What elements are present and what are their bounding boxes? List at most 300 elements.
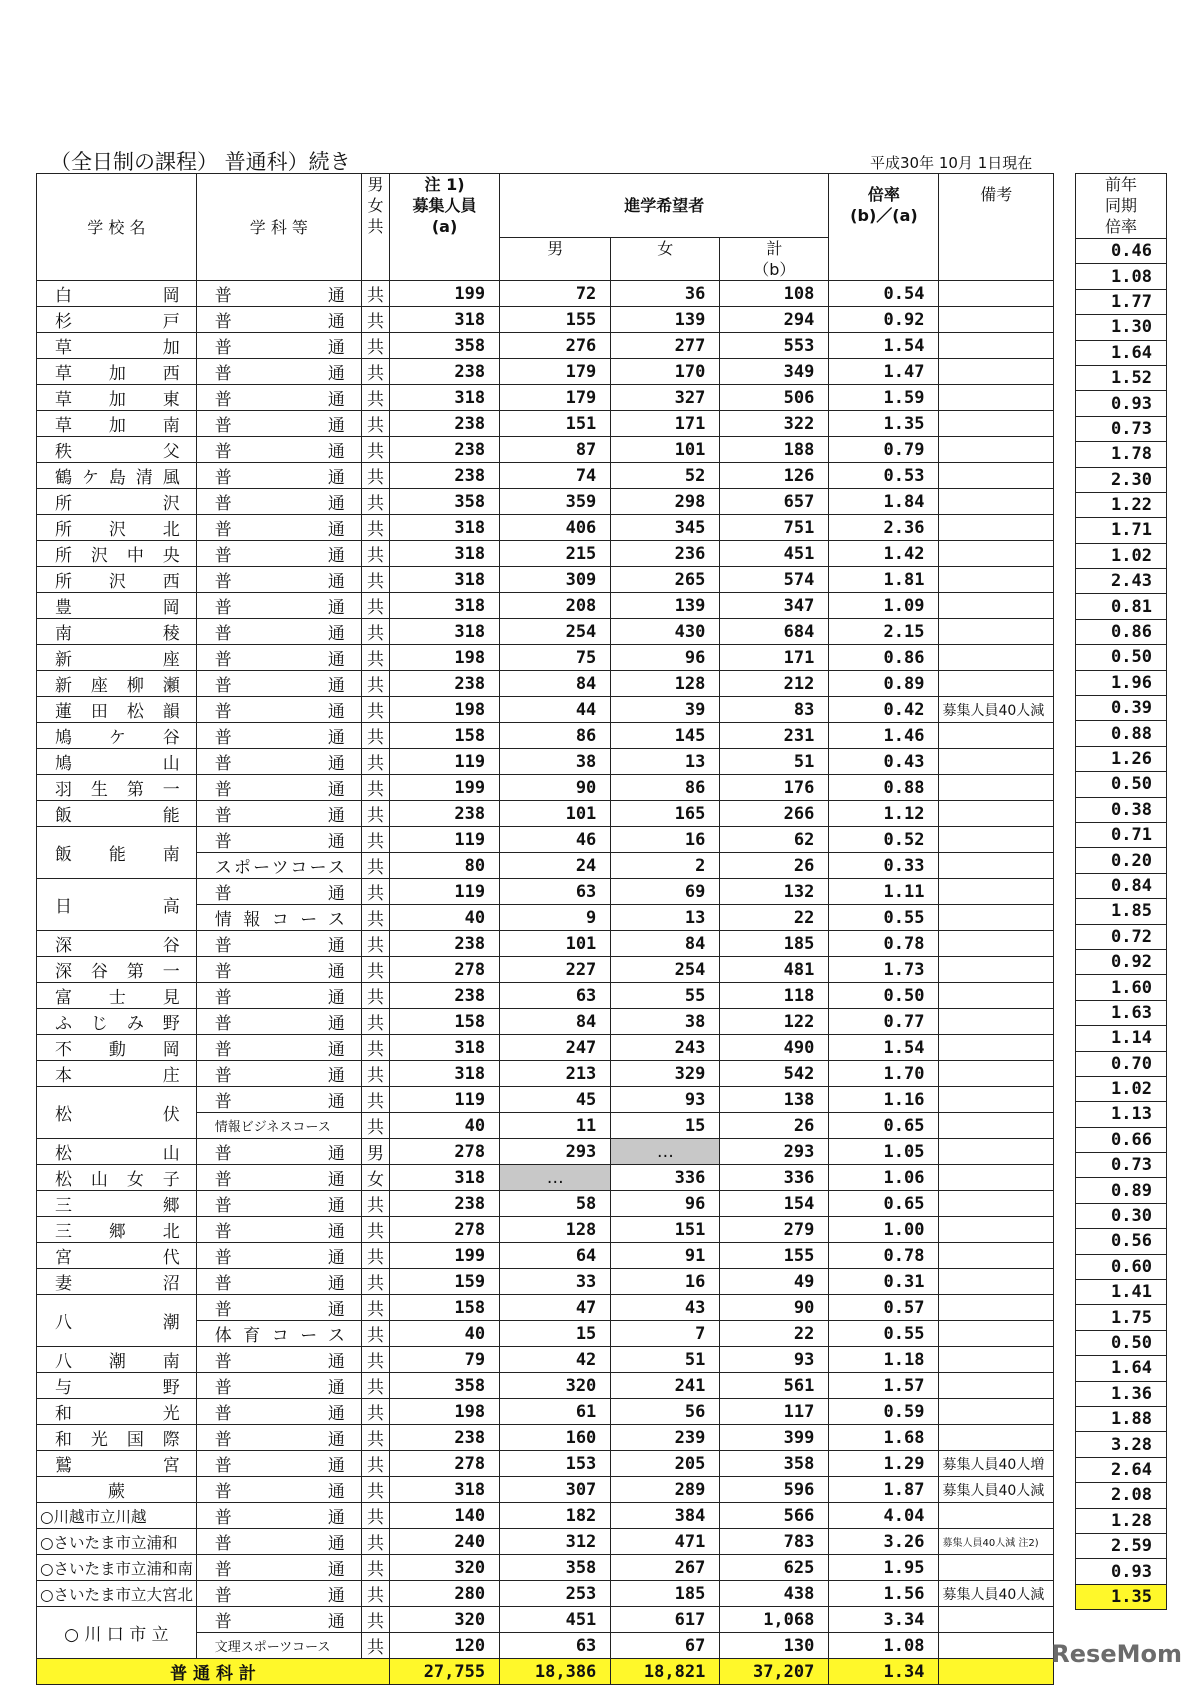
school-name: ○さいたま市立浦和南 xyxy=(37,1555,197,1581)
male-value: 101 xyxy=(500,931,611,957)
remarks-value xyxy=(939,957,1054,983)
school-name: 三郷北 xyxy=(37,1217,197,1243)
prev-ratio-value: 0.39 xyxy=(1076,696,1167,721)
total-male: 18,386 xyxy=(500,1659,611,1685)
sex-type: 共 xyxy=(361,645,389,671)
school-name: 不動岡 xyxy=(37,1035,197,1061)
capacity-value: 198 xyxy=(390,1399,500,1425)
remarks-value xyxy=(939,307,1054,333)
female-value: 96 xyxy=(611,645,720,671)
school-name: 杉戸 xyxy=(37,307,197,333)
total-value: 117 xyxy=(720,1399,829,1425)
remarks-value xyxy=(939,853,1054,879)
ratio-value: 1.08 xyxy=(829,1633,939,1659)
table-row xyxy=(1076,543,1167,568)
table-row xyxy=(37,541,1054,567)
sex-type: 共 xyxy=(361,619,389,645)
remarks-value xyxy=(939,1555,1054,1581)
total-value: 542 xyxy=(720,1061,829,1087)
remarks-value xyxy=(939,619,1054,645)
male-value: 359 xyxy=(500,489,611,515)
department: 普通 xyxy=(196,1139,361,1165)
table-row xyxy=(1076,391,1167,416)
table-row xyxy=(37,515,1054,541)
school-name: 豊岡 xyxy=(37,593,197,619)
sex-type: 共 xyxy=(361,411,389,437)
table-row xyxy=(1076,492,1167,517)
ratio-value: 0.43 xyxy=(829,749,939,775)
remarks-value xyxy=(939,905,1054,931)
school-name: ○川越市立川越 xyxy=(37,1503,197,1529)
table-row xyxy=(1076,1483,1167,1508)
table-row xyxy=(37,983,1054,1009)
female-value: 2 xyxy=(611,853,720,879)
department: 普通 xyxy=(196,1399,361,1425)
table-row xyxy=(37,1581,1054,1607)
prev-ratio-value: 1.88 xyxy=(1076,1406,1167,1431)
male-value: … xyxy=(500,1165,611,1191)
remarks-value xyxy=(939,749,1054,775)
female-value: 101 xyxy=(611,437,720,463)
school-name: 蕨 xyxy=(37,1477,197,1503)
department: 普通 xyxy=(196,1295,361,1321)
table-row xyxy=(37,1529,1054,1555)
table-row xyxy=(37,359,1054,385)
table-row xyxy=(1076,924,1167,949)
table-row xyxy=(37,697,1054,723)
sex-type: 共 xyxy=(361,775,389,801)
table-row xyxy=(1076,1330,1167,1355)
female-value: 15 xyxy=(611,1113,720,1139)
header-female: 女 xyxy=(611,238,720,281)
male-value: 74 xyxy=(500,463,611,489)
male-value: 64 xyxy=(500,1243,611,1269)
remarks-value xyxy=(939,437,1054,463)
remarks-value xyxy=(939,1061,1054,1087)
ratio-value: 1.46 xyxy=(829,723,939,749)
prev-ratio-value: 0.73 xyxy=(1076,1153,1167,1178)
capacity-value: 80 xyxy=(390,853,500,879)
sex-type: 男 xyxy=(361,1139,389,1165)
table-row xyxy=(37,801,1054,827)
total-total: 37,207 xyxy=(720,1659,829,1685)
prev-ratio-value: 0.81 xyxy=(1076,594,1167,619)
header-sex: 男 女 共 xyxy=(361,174,389,281)
department: 普通 xyxy=(196,1347,361,1373)
total-value: 294 xyxy=(720,307,829,333)
female-value: 329 xyxy=(611,1061,720,1087)
school-name: 和光 xyxy=(37,1399,197,1425)
remarks-value xyxy=(939,1633,1054,1659)
female-value: 139 xyxy=(611,593,720,619)
male-value: 42 xyxy=(500,1347,611,1373)
prev-ratio-value: 1.08 xyxy=(1076,264,1167,289)
school-name: 松伏 xyxy=(37,1087,197,1139)
prev-ratio-value: 2.64 xyxy=(1076,1457,1167,1482)
remarks-value: 募集人員40人減 xyxy=(939,1581,1054,1607)
total-value: 684 xyxy=(720,619,829,645)
male-value: 179 xyxy=(500,385,611,411)
remarks-value xyxy=(939,1373,1054,1399)
table-row xyxy=(37,749,1054,775)
male-value: 63 xyxy=(500,879,611,905)
header-total: 計 （b） xyxy=(720,238,829,281)
total-value: 26 xyxy=(720,853,829,879)
sex-type: 共 xyxy=(361,1321,389,1347)
capacity-value: 278 xyxy=(390,1139,500,1165)
table-row xyxy=(37,1191,1054,1217)
header-school: 学 校 名 xyxy=(37,174,197,281)
female-value: 151 xyxy=(611,1217,720,1243)
male-value: 253 xyxy=(500,1581,611,1607)
capacity-value: 320 xyxy=(390,1555,500,1581)
male-value: 84 xyxy=(500,1009,611,1035)
prev-ratio-value: 1.78 xyxy=(1076,442,1167,467)
total-value: 118 xyxy=(720,983,829,1009)
prev-ratio-value: 0.66 xyxy=(1076,1127,1167,1152)
table-row xyxy=(1076,670,1167,695)
sex-type: 共 xyxy=(361,671,389,697)
prev-ratio-value: 0.70 xyxy=(1076,1051,1167,1076)
department: 普通 xyxy=(196,281,361,307)
total-value: 138 xyxy=(720,1087,829,1113)
total-value: 783 xyxy=(720,1529,829,1555)
male-value: 128 xyxy=(500,1217,611,1243)
ratio-value: 1.11 xyxy=(829,879,939,905)
sex-type: 共 xyxy=(361,1477,389,1503)
female-value: 345 xyxy=(611,515,720,541)
sex-type: 共 xyxy=(361,307,389,333)
male-value: 24 xyxy=(500,853,611,879)
sex-type: 共 xyxy=(361,1347,389,1373)
female-value: 128 xyxy=(611,671,720,697)
male-value: 358 xyxy=(500,1555,611,1581)
table-row xyxy=(1076,1533,1167,1558)
capacity-value: 278 xyxy=(390,957,500,983)
capacity-value: 79 xyxy=(390,1347,500,1373)
total-value: 51 xyxy=(720,749,829,775)
table-row xyxy=(37,489,1054,515)
male-value: 151 xyxy=(500,411,611,437)
capacity-value: 238 xyxy=(390,463,500,489)
table-row xyxy=(37,1503,1054,1529)
female-value: 139 xyxy=(611,307,720,333)
sex-type: 共 xyxy=(361,515,389,541)
total-value: 358 xyxy=(720,1451,829,1477)
department: 普通 xyxy=(196,723,361,749)
remarks-value xyxy=(939,827,1054,853)
ratio-value: 1.12 xyxy=(829,801,939,827)
ratio-value: 1.05 xyxy=(829,1139,939,1165)
sex-type: 共 xyxy=(361,1581,389,1607)
total-value: 399 xyxy=(720,1425,829,1451)
female-value: 145 xyxy=(611,723,720,749)
school-name: 宮代 xyxy=(37,1243,197,1269)
table-row xyxy=(1076,569,1167,594)
male-value: 63 xyxy=(500,1633,611,1659)
sex-type: 共 xyxy=(361,463,389,489)
male-value: 101 xyxy=(500,801,611,827)
department: 普通 xyxy=(196,957,361,983)
department: 普通 xyxy=(196,1607,361,1633)
male-value: 15 xyxy=(500,1321,611,1347)
total-row xyxy=(37,1659,1054,1685)
header-applicants: 進学希望者 xyxy=(500,174,829,238)
table-row xyxy=(37,437,1054,463)
school-name: 新座 xyxy=(37,645,197,671)
male-value: 309 xyxy=(500,567,611,593)
table-row xyxy=(37,1555,1054,1581)
ratio-value: 1.47 xyxy=(829,359,939,385)
table-row xyxy=(37,671,1054,697)
male-value: 155 xyxy=(500,307,611,333)
total-value: 132 xyxy=(720,879,829,905)
total-value: 349 xyxy=(720,359,829,385)
total-value: 83 xyxy=(720,697,829,723)
male-value: 11 xyxy=(500,1113,611,1139)
department: 普通 xyxy=(196,1243,361,1269)
school-name: 八潮南 xyxy=(37,1347,197,1373)
table-row xyxy=(37,1477,1054,1503)
sex-type: 共 xyxy=(361,437,389,463)
ratio-value: 1.84 xyxy=(829,489,939,515)
capacity-value: 318 xyxy=(390,1061,500,1087)
table-row xyxy=(1076,1457,1167,1482)
remarks-value xyxy=(939,1347,1054,1373)
prev-ratio-value: 0.50 xyxy=(1076,772,1167,797)
sex-type: 共 xyxy=(361,281,389,307)
table-row xyxy=(37,827,1054,853)
prev-ratio-value: 1.22 xyxy=(1076,492,1167,517)
ratio-value: 1.35 xyxy=(829,411,939,437)
school-name: 三郷 xyxy=(37,1191,197,1217)
total-value: 154 xyxy=(720,1191,829,1217)
female-value: 239 xyxy=(611,1425,720,1451)
sex-type: 共 xyxy=(361,1503,389,1529)
female-value: 13 xyxy=(611,905,720,931)
prev-ratio-value: 1.60 xyxy=(1076,975,1167,1000)
table-row xyxy=(37,385,1054,411)
male-value: 451 xyxy=(500,1607,611,1633)
table-row xyxy=(1076,1432,1167,1457)
table-row xyxy=(1076,289,1167,314)
capacity-value: 120 xyxy=(390,1633,500,1659)
table-row xyxy=(37,723,1054,749)
remarks-value xyxy=(939,385,1054,411)
male-value: 254 xyxy=(500,619,611,645)
prev-ratio-value: 0.93 xyxy=(1076,391,1167,416)
female-value: 69 xyxy=(611,879,720,905)
female-value: 471 xyxy=(611,1529,720,1555)
male-value: 72 xyxy=(500,281,611,307)
prev-ratio-value: 0.30 xyxy=(1076,1203,1167,1228)
total-remarks xyxy=(939,1659,1054,1685)
sex-type: 共 xyxy=(361,1425,389,1451)
ratio-value: 1.68 xyxy=(829,1425,939,1451)
department: 普通 xyxy=(196,1373,361,1399)
capacity-value: 238 xyxy=(390,671,500,697)
ratio-value: 1.95 xyxy=(829,1555,939,1581)
male-value: 47 xyxy=(500,1295,611,1321)
header-capacity: 注 1) 募集人員 (a) xyxy=(390,174,500,281)
table-row xyxy=(1076,645,1167,670)
capacity-value: 318 xyxy=(390,619,500,645)
total-value: 347 xyxy=(720,593,829,619)
male-value: 276 xyxy=(500,333,611,359)
total-value: 176 xyxy=(720,775,829,801)
prev-ratio-value: 1.26 xyxy=(1076,746,1167,771)
table-row xyxy=(1076,442,1167,467)
table-row xyxy=(1076,746,1167,771)
table-row xyxy=(1076,467,1167,492)
female-value: 430 xyxy=(611,619,720,645)
capacity-value: 358 xyxy=(390,489,500,515)
total-value: 625 xyxy=(720,1555,829,1581)
ratio-value: 0.86 xyxy=(829,645,939,671)
male-value: 90 xyxy=(500,775,611,801)
table-row xyxy=(1076,1153,1167,1178)
prev-ratio-value: 2.30 xyxy=(1076,467,1167,492)
total-value: 1,068 xyxy=(720,1607,829,1633)
prev-ratio-value: 1.13 xyxy=(1076,1102,1167,1127)
table-row xyxy=(1076,340,1167,365)
sex-type: 共 xyxy=(361,1087,389,1113)
prev-ratio-value: 0.46 xyxy=(1076,239,1167,264)
school-name: 草加東 xyxy=(37,385,197,411)
capacity-value: 40 xyxy=(390,905,500,931)
female-value: 289 xyxy=(611,1477,720,1503)
total-value: 336 xyxy=(720,1165,829,1191)
remarks-value xyxy=(939,879,1054,905)
sex-type: 共 xyxy=(361,1269,389,1295)
remarks-value xyxy=(939,541,1054,567)
capacity-value: 199 xyxy=(390,775,500,801)
remarks-value xyxy=(939,1087,1054,1113)
total-value: 481 xyxy=(720,957,829,983)
table-row xyxy=(37,281,1054,307)
remarks-value xyxy=(939,1191,1054,1217)
remarks-value xyxy=(939,1607,1054,1633)
capacity-value: 140 xyxy=(390,1503,500,1529)
remarks-value xyxy=(939,645,1054,671)
school-name: 秩父 xyxy=(37,437,197,463)
prev-ratio-value: 2.43 xyxy=(1076,569,1167,594)
male-value: 312 xyxy=(500,1529,611,1555)
department: 普通 xyxy=(196,1581,361,1607)
department: 普通 xyxy=(196,775,361,801)
school-name: 松山女子 xyxy=(37,1165,197,1191)
female-value: 205 xyxy=(611,1451,720,1477)
total-value: 26 xyxy=(720,1113,829,1139)
capacity-value: 358 xyxy=(390,333,500,359)
prev-ratio-value: 0.50 xyxy=(1076,1330,1167,1355)
female-value: 16 xyxy=(611,1269,720,1295)
department: 普通 xyxy=(196,593,361,619)
prev-ratio-value: 1.02 xyxy=(1076,1076,1167,1101)
table-row xyxy=(1076,721,1167,746)
header-dept: 学 科 等 xyxy=(196,174,361,281)
total-capacity: 27,755 xyxy=(390,1659,500,1685)
school-name: 草加西 xyxy=(37,359,197,385)
total-value: 566 xyxy=(720,1503,829,1529)
sex-type: 共 xyxy=(361,1061,389,1087)
table-row xyxy=(37,1347,1054,1373)
total-value: 506 xyxy=(720,385,829,411)
department: 普通 xyxy=(196,931,361,957)
sex-type: 共 xyxy=(361,1217,389,1243)
capacity-value: 199 xyxy=(390,281,500,307)
remarks-value xyxy=(939,1243,1054,1269)
total-value: 561 xyxy=(720,1373,829,1399)
total-value: 126 xyxy=(720,463,829,489)
total-prev-ratio: 1.35 xyxy=(1076,1584,1167,1609)
female-value: 236 xyxy=(611,541,720,567)
table-row xyxy=(1076,1229,1167,1254)
male-value: 44 xyxy=(500,697,611,723)
department: 文理スポーツコース xyxy=(196,1633,361,1659)
ratio-value: 1.06 xyxy=(829,1165,939,1191)
sex-type: 共 xyxy=(361,593,389,619)
prev-ratio-value: 0.92 xyxy=(1076,949,1167,974)
prev-ratio-value: 0.71 xyxy=(1076,822,1167,847)
total-value: 90 xyxy=(720,1295,829,1321)
total-value: 451 xyxy=(720,541,829,567)
school-name: 与野 xyxy=(37,1373,197,1399)
school-name: 鷲宮 xyxy=(37,1451,197,1477)
capacity-value: 158 xyxy=(390,723,500,749)
remarks-value: 募集人員40人減 注2) xyxy=(939,1529,1054,1555)
table-row xyxy=(37,463,1054,489)
capacity-value: 238 xyxy=(390,1191,500,1217)
prev-ratio-value: 1.36 xyxy=(1076,1381,1167,1406)
total-value: 62 xyxy=(720,827,829,853)
sex-type: 共 xyxy=(361,1399,389,1425)
table-row xyxy=(1076,1076,1167,1101)
table-row xyxy=(1076,1178,1167,1203)
table-row xyxy=(1076,365,1167,390)
prev-ratio-value: 3.28 xyxy=(1076,1432,1167,1457)
capacity-value: 40 xyxy=(390,1321,500,1347)
sex-type: 共 xyxy=(361,333,389,359)
department: 体育コース xyxy=(196,1321,361,1347)
female-value: 617 xyxy=(611,1607,720,1633)
ratio-value: 0.31 xyxy=(829,1269,939,1295)
department: 普通 xyxy=(196,827,361,853)
total-value: 293 xyxy=(720,1139,829,1165)
school-name: 飯能 xyxy=(37,801,197,827)
male-value: 61 xyxy=(500,1399,611,1425)
remarks-value xyxy=(939,1113,1054,1139)
male-value: 182 xyxy=(500,1503,611,1529)
male-value: 75 xyxy=(500,645,611,671)
department: 普通 xyxy=(196,333,361,359)
total-value: 438 xyxy=(720,1581,829,1607)
table-row xyxy=(37,411,1054,437)
ratio-value: 0.65 xyxy=(829,1113,939,1139)
sex-type: 共 xyxy=(361,1113,389,1139)
school-name: 鳩ケ谷 xyxy=(37,723,197,749)
school-name: 和光国際 xyxy=(37,1425,197,1451)
ratio-value: 2.36 xyxy=(829,515,939,541)
sex-type: 共 xyxy=(361,957,389,983)
male-value: 208 xyxy=(500,593,611,619)
school-name: 鳩山 xyxy=(37,749,197,775)
prev-ratio-value: 0.84 xyxy=(1076,873,1167,898)
total-value: 130 xyxy=(720,1633,829,1659)
table-row xyxy=(37,645,1054,671)
school-name: 所沢北 xyxy=(37,515,197,541)
school-name: 白岡 xyxy=(37,281,197,307)
